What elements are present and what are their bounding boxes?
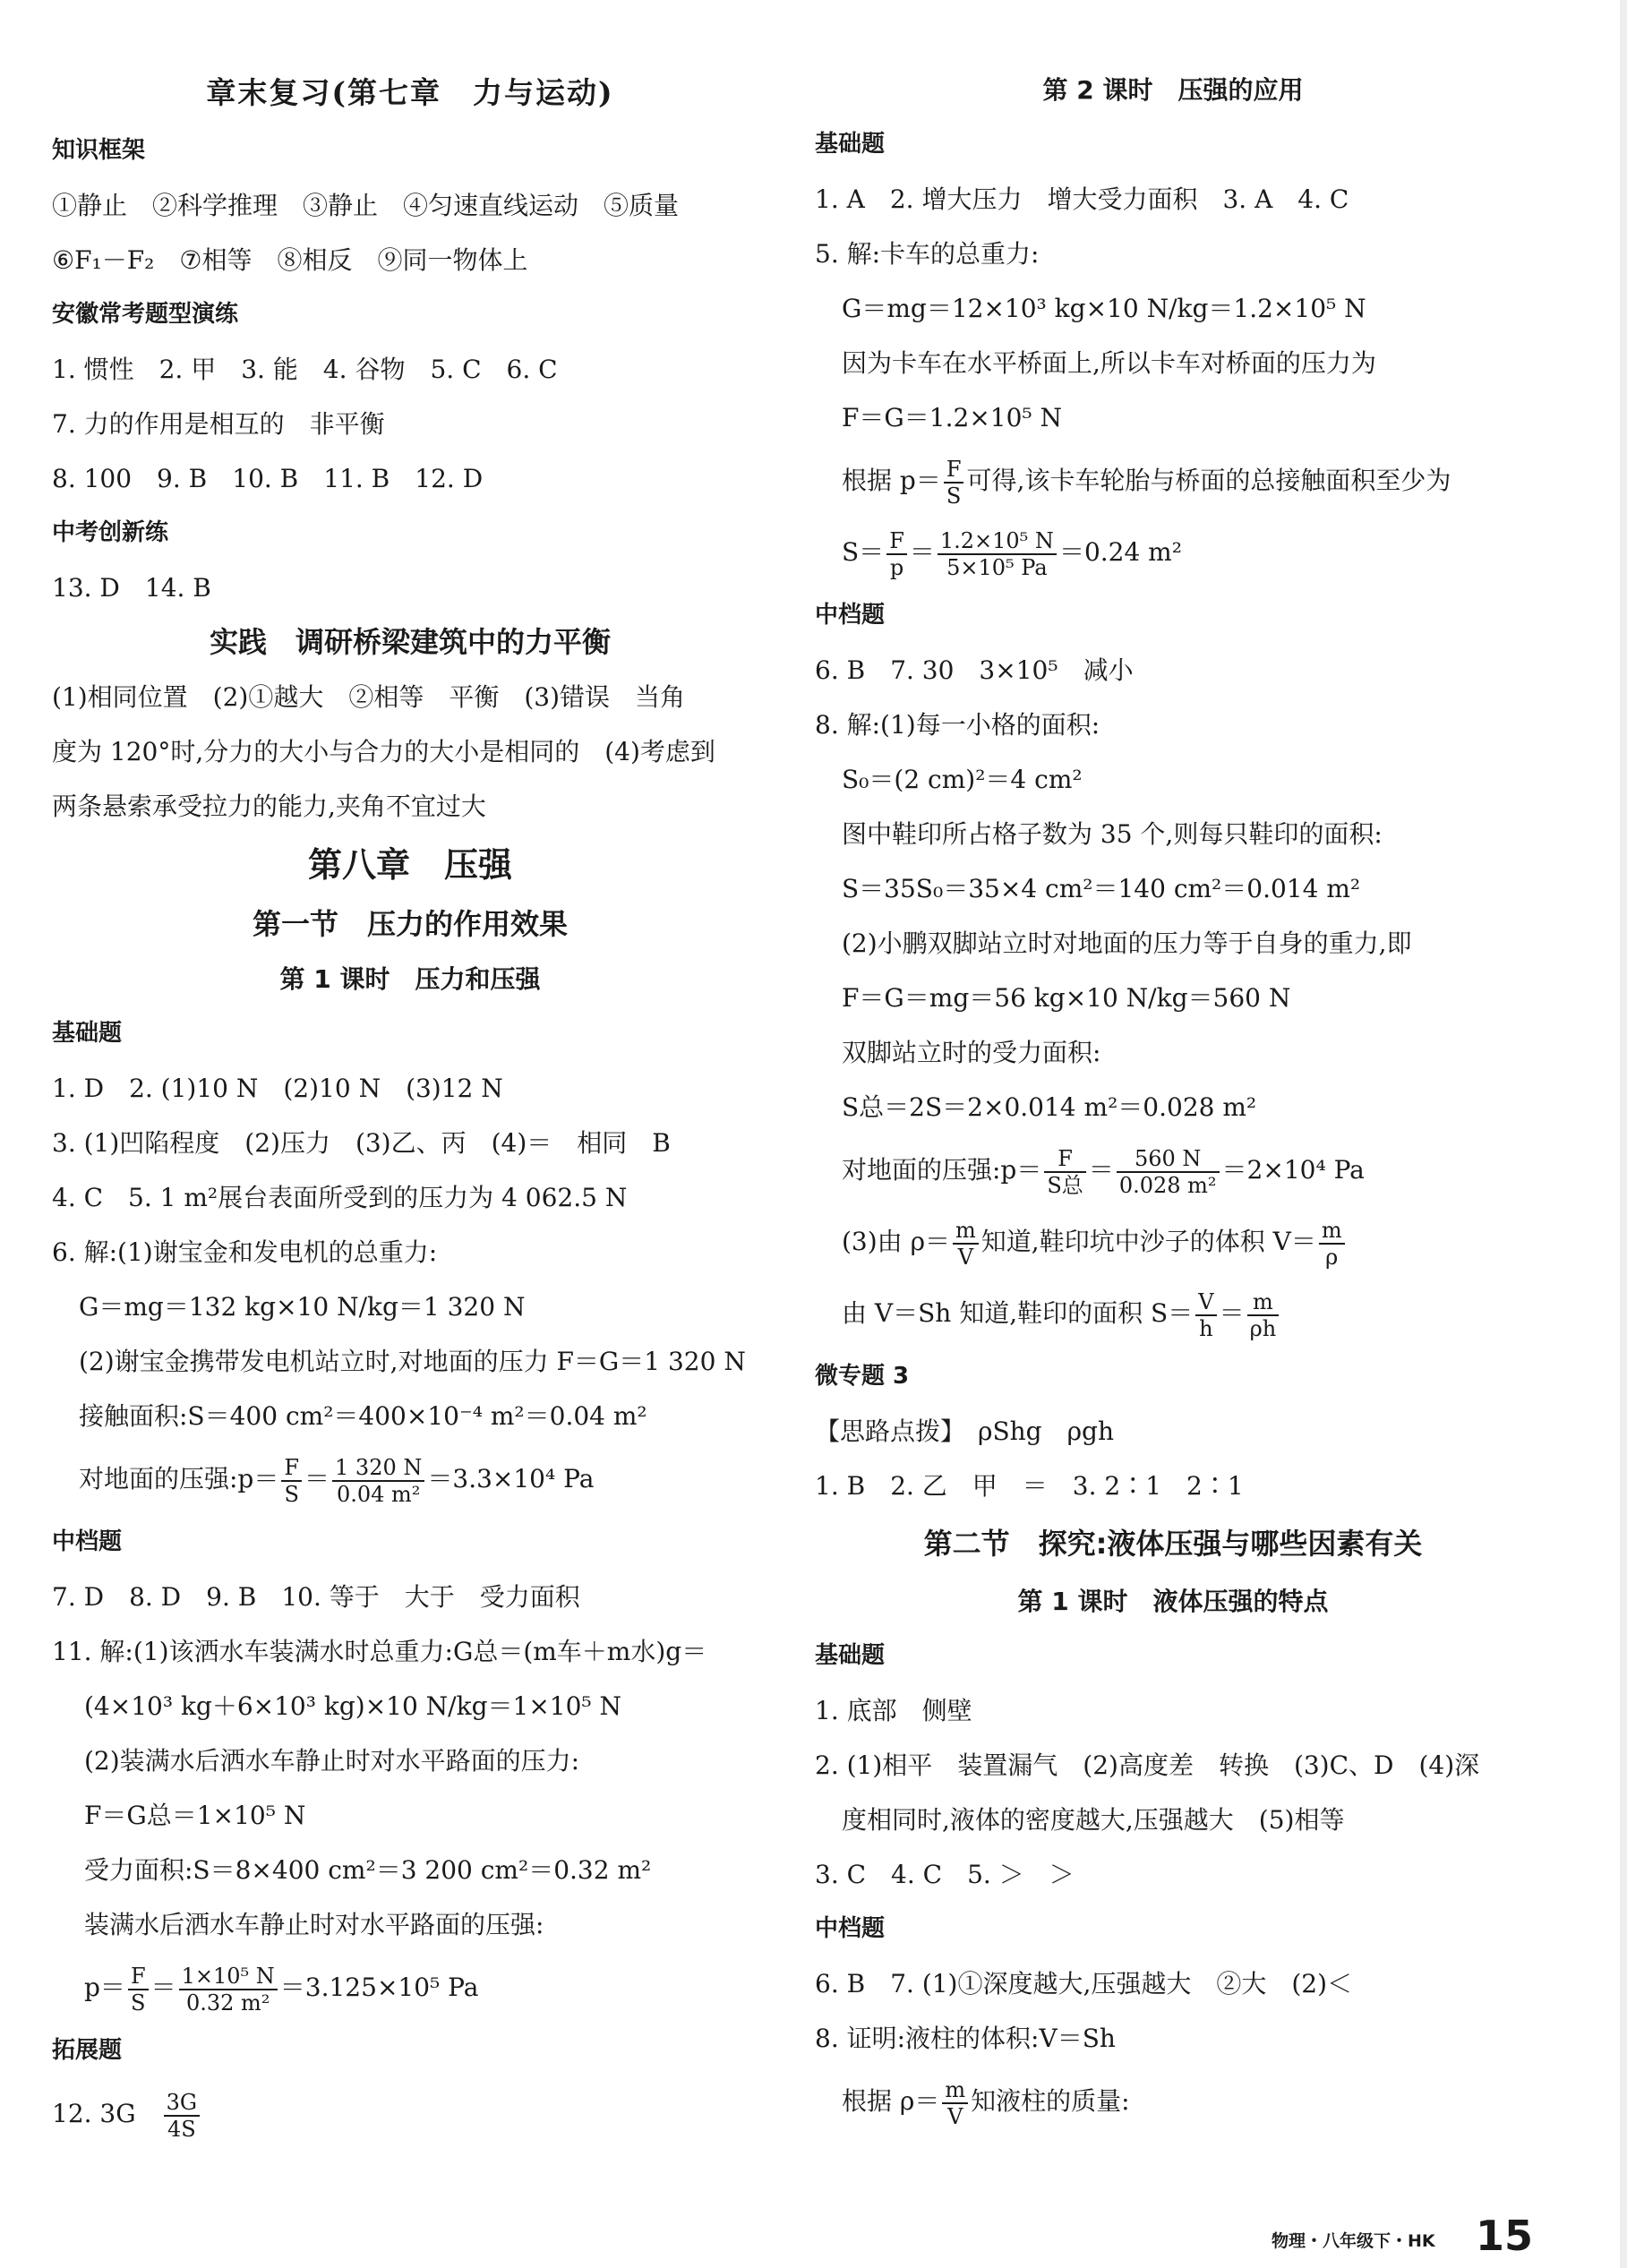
fraction [164, 2090, 200, 2142]
formula-text: ＝ [909, 537, 935, 567]
formula-line [815, 445, 1531, 517]
formula-text: ＝ [150, 1973, 176, 2002]
numerator: m [1247, 1289, 1280, 1316]
formula-text: 由 V＝Sh 知道,鞋印的面积 S＝ [842, 1298, 1194, 1328]
answer-line: F＝G＝1.2×10⁵ N [842, 403, 1063, 432]
answer-line: 13. D 14. B [52, 573, 211, 603]
formula-text: ＝ [1088, 1155, 1114, 1185]
denominator: V [957, 1244, 974, 1270]
fraction [944, 457, 964, 509]
answer-line: 因为卡车在水平桥面上,所以卡车对桥面的压力为 [842, 348, 1376, 378]
answer-line: 度相同时,液体的密度越大,压强越大 (5)相等 [842, 1805, 1345, 1835]
denominator: V [947, 2103, 963, 2129]
answer-line: ⑥F₁－F₂ ⑦相等 ⑧相反 ⑨同一物体上 [52, 245, 528, 275]
right-column [815, 63, 1531, 2137]
zhongkao-innovation-label: 中考创新练 [52, 519, 169, 546]
formula-text: 知液柱的质量: [971, 2086, 1130, 2116]
denominator: S [946, 483, 962, 509]
denominator: 5×10⁵ Pa [946, 554, 1048, 580]
answer-line: 图中鞋印所占格子数为 35 个,则每只鞋印的面积: [842, 819, 1383, 849]
answer-line: G＝mg＝132 kg×10 N/kg＝1 320 N [79, 1292, 526, 1322]
denominator: h [1199, 1315, 1213, 1341]
denominator: 0.028 m² [1118, 1172, 1217, 1198]
formula-line [815, 1278, 1531, 1349]
formula-line [815, 1206, 1531, 1278]
denominator: S [131, 1990, 146, 2016]
formula-line [52, 1443, 768, 1515]
numerator: 1×10⁵ N [179, 1964, 278, 1990]
answer-line: 8. 证明:液柱的体积:V＝Sh [815, 2024, 1116, 2053]
formula-line [52, 1952, 768, 2024]
fraction [1044, 1146, 1085, 1198]
knowledge-framework-label: 知识框架 [52, 137, 146, 164]
section1-title: 第一节 压力的作用效果 [252, 907, 568, 941]
answer-line: 11. 解:(1)该洒水车装满水时总重力:G总＝(m车＋m水)g＝ [52, 1637, 707, 1666]
answer-line: 【思路点拨】 ρShg ρgh [815, 1416, 1115, 1446]
chapter7-review-title: 章末复习(第七章 力与运动) [206, 75, 614, 110]
denominator: S总 [1047, 1172, 1083, 1198]
answer-line: S₀＝(2 cm)²＝4 cm² [842, 765, 1083, 794]
denominator: 4S [167, 2116, 196, 2142]
numerator: F [281, 1455, 302, 1482]
answer-line: (2)谢宝金携带发电机站立时,对地面的压力 F＝G＝1 320 N [79, 1347, 746, 1376]
answer-line: 3. (1)凹陷程度 (2)压力 (3)乙、丙 (4)＝ 相同 B [52, 1128, 671, 1158]
fraction [953, 1218, 979, 1270]
mid-label: 中档题 [52, 1528, 123, 1555]
anhui-exam-label: 安徽常考题型演练 [52, 301, 239, 328]
numerator: m [942, 2077, 968, 2104]
answer-line: 6. B 7. 30 3×10⁵ 减小 [815, 655, 1134, 685]
formula-text: ＝ [1219, 1298, 1245, 1328]
answer-line: 3. C 4. C 5. ＞ ＞ [815, 1860, 1075, 1889]
formula-text: 根据 ρ＝ [842, 2086, 940, 2116]
fraction [1319, 1218, 1345, 1270]
formula-text: p＝ [84, 1973, 125, 2002]
chapter8-title: 第八章 压强 [307, 845, 512, 885]
denominator: ρ [1325, 1244, 1339, 1270]
practice-title: 实践 调研桥梁建筑中的力平衡 [209, 625, 611, 659]
fraction [1117, 1146, 1220, 1198]
answer-line: 1. D 2. (1)10 N (2)10 N (3)12 N [52, 1074, 503, 1103]
basic-label: 基础题 [815, 1642, 886, 1669]
answer-line: 4. C 5. 1 m²展台表面所受到的压力为 4 062.5 N [52, 1183, 628, 1212]
numerator: V [1195, 1289, 1216, 1316]
formula-text: 对地面的压强:p＝ [79, 1464, 279, 1493]
fraction [281, 1455, 302, 1507]
lesson2-title: 第 2 课时 压强的应用 [1042, 75, 1304, 105]
mid-label: 中档题 [815, 1915, 886, 1942]
answer-line: 1. B 2. 乙 甲 ＝ 3. 2∶1 2∶1 [815, 1471, 1244, 1501]
section2-title: 第二节 探究:液体压强与哪些因素有关 [923, 1527, 1423, 1561]
formula-line [52, 2078, 768, 2150]
answer-line: S总＝2S＝2×0.014 m²＝0.028 m² [842, 1092, 1257, 1122]
answer-line: 8. 解:(1)每一小格的面积: [815, 710, 1100, 740]
answer-line: 双脚站立时的受力面积: [842, 1038, 1101, 1067]
page-number: 15 [1476, 2212, 1534, 2260]
answer-line: (2)小鹏双脚站立时对地面的压力等于自身的重力,即 [842, 929, 1412, 958]
mid-label: 中档题 [815, 602, 886, 629]
basic-label: 基础题 [52, 1020, 123, 1047]
fraction [942, 2077, 968, 2129]
answer-line: F＝G总＝1×10⁵ N [84, 1801, 306, 1830]
formula-text: 对地面的压强:p＝ [842, 1155, 1042, 1185]
answer-line: 8. 100 9. B 10. B 11. B 12. D [52, 464, 484, 493]
fraction [332, 1455, 424, 1507]
denominator: S [284, 1481, 299, 1507]
numerator: F [1044, 1146, 1085, 1173]
answer-line: 6. B 7. (1)①深度越大,压强越大 ②大 (2)＜ [815, 1969, 1353, 1998]
formula-line [815, 1134, 1531, 1206]
fraction [128, 1964, 149, 2016]
formula-text: (3)由 ρ＝ [842, 1227, 951, 1256]
lesson1-title: 第 1 课时 压力和压强 [279, 964, 541, 994]
fraction [1247, 1289, 1280, 1341]
answer-line: (2)装满水后洒水车静止时对水平路面的压力: [84, 1746, 580, 1776]
formula-text: ＝0.24 m² [1058, 537, 1182, 567]
answer-line: 度为 120°时,分力的大小与合力的大小是相同的 (4)考虑到 [52, 737, 715, 766]
numerator: 1 320 N [332, 1455, 424, 1482]
answer-line: 1. A 2. 增大压力 增大受力面积 3. A 4. C [815, 184, 1349, 214]
formula-text: 根据 p＝ [842, 466, 941, 495]
numerator: m [1319, 1218, 1345, 1245]
lesson3-title: 第 1 课时 液体压强的特点 [1017, 1587, 1329, 1616]
denominator: 0.04 m² [336, 1481, 421, 1507]
answer-line: (4×10³ kg＋6×10³ kg)×10 N/kg＝1×10⁵ N [84, 1691, 622, 1721]
basic-label: 基础题 [815, 131, 886, 158]
answer-line: 装满水后洒水车静止时对水平路面的压强: [84, 1910, 544, 1939]
numerator: m [953, 1218, 979, 1245]
answer-line: 7. D 8. D 9. B 10. 等于 大于 受力面积 [52, 1582, 580, 1612]
page-edge-strip [1620, 0, 1627, 2268]
formula-text: ＝3.3×10⁴ Pa [427, 1464, 595, 1493]
formula-text: ＝ [304, 1464, 330, 1493]
answer-line: G＝mg＝12×10³ kg×10 N/kg＝1.2×10⁵ N [842, 294, 1366, 323]
answer-line: 受力面积:S＝8×400 cm²＝3 200 cm²＝0.32 m² [84, 1855, 652, 1885]
numerator: F [128, 1964, 149, 1990]
formula-text: 12. 3G [52, 2099, 136, 2128]
fraction [938, 528, 1057, 580]
numerator: 3G [164, 2090, 200, 2117]
formula-text: ＝3.125×10⁵ Pa [279, 1973, 479, 2002]
answer-line: 6. 解:(1)谢宝金和发电机的总重力: [52, 1237, 438, 1267]
answer-line: 两条悬索承受拉力的能力,夹角不宜过大 [52, 792, 486, 821]
denominator: p [889, 554, 904, 580]
denominator: ρh [1249, 1315, 1277, 1341]
answer-line: 接触面积:S＝400 cm²＝400×10⁻⁴ m²＝0.04 m² [79, 1401, 647, 1431]
left-column [52, 63, 768, 2150]
formula-text: 可得,该卡车轮胎与桥面的总接触面积至少为 [966, 466, 1451, 495]
formula-text: 知道,鞋印坑中沙子的体积 V＝ [980, 1227, 1316, 1256]
footer-subject: 物理・八年级下・HK [1272, 2231, 1435, 2251]
micro-topic-label: 微专题 3 [815, 1363, 910, 1390]
answer-line: 7. 力的作用是相互的 非平衡 [52, 409, 385, 439]
formula-line [815, 2066, 1531, 2137]
answer-line: 1. 底部 侧壁 [815, 1696, 972, 1725]
answer-line: 1. 惯性 2. 甲 3. 能 4. 谷物 5. C 6. C [52, 355, 558, 384]
answer-line: (1)相同位置 (2)①越大 ②相等 平衡 (3)错误 当角 [52, 682, 685, 712]
answer-line: F＝G＝mg＝56 kg×10 N/kg＝560 N [842, 983, 1291, 1013]
fraction [179, 1964, 278, 2016]
answer-line: S＝35S₀＝35×4 cm²＝140 cm²＝0.014 m² [842, 874, 1361, 903]
numerator: F [886, 528, 907, 555]
formula-line [815, 517, 1531, 588]
answer-line: ①静止 ②科学推理 ③静止 ④匀速直线运动 ⑤质量 [52, 191, 680, 220]
denominator: 0.32 m² [185, 1990, 270, 2016]
numerator: 560 N [1117, 1146, 1220, 1173]
answer-line: 2. (1)相平 装置漏气 (2)高度差 转换 (3)C、D (4)深 [815, 1750, 1480, 1780]
numerator: 1.2×10⁵ N [938, 528, 1057, 555]
fraction [886, 528, 907, 580]
fraction [1195, 1289, 1216, 1341]
extension-label: 拓展题 [52, 2037, 123, 2064]
formula-text: S＝ [842, 537, 885, 567]
numerator: F [944, 457, 964, 484]
answer-line: 5. 解:卡车的总重力: [815, 239, 1040, 269]
formula-text: ＝2×10⁴ Pa [1221, 1155, 1365, 1185]
